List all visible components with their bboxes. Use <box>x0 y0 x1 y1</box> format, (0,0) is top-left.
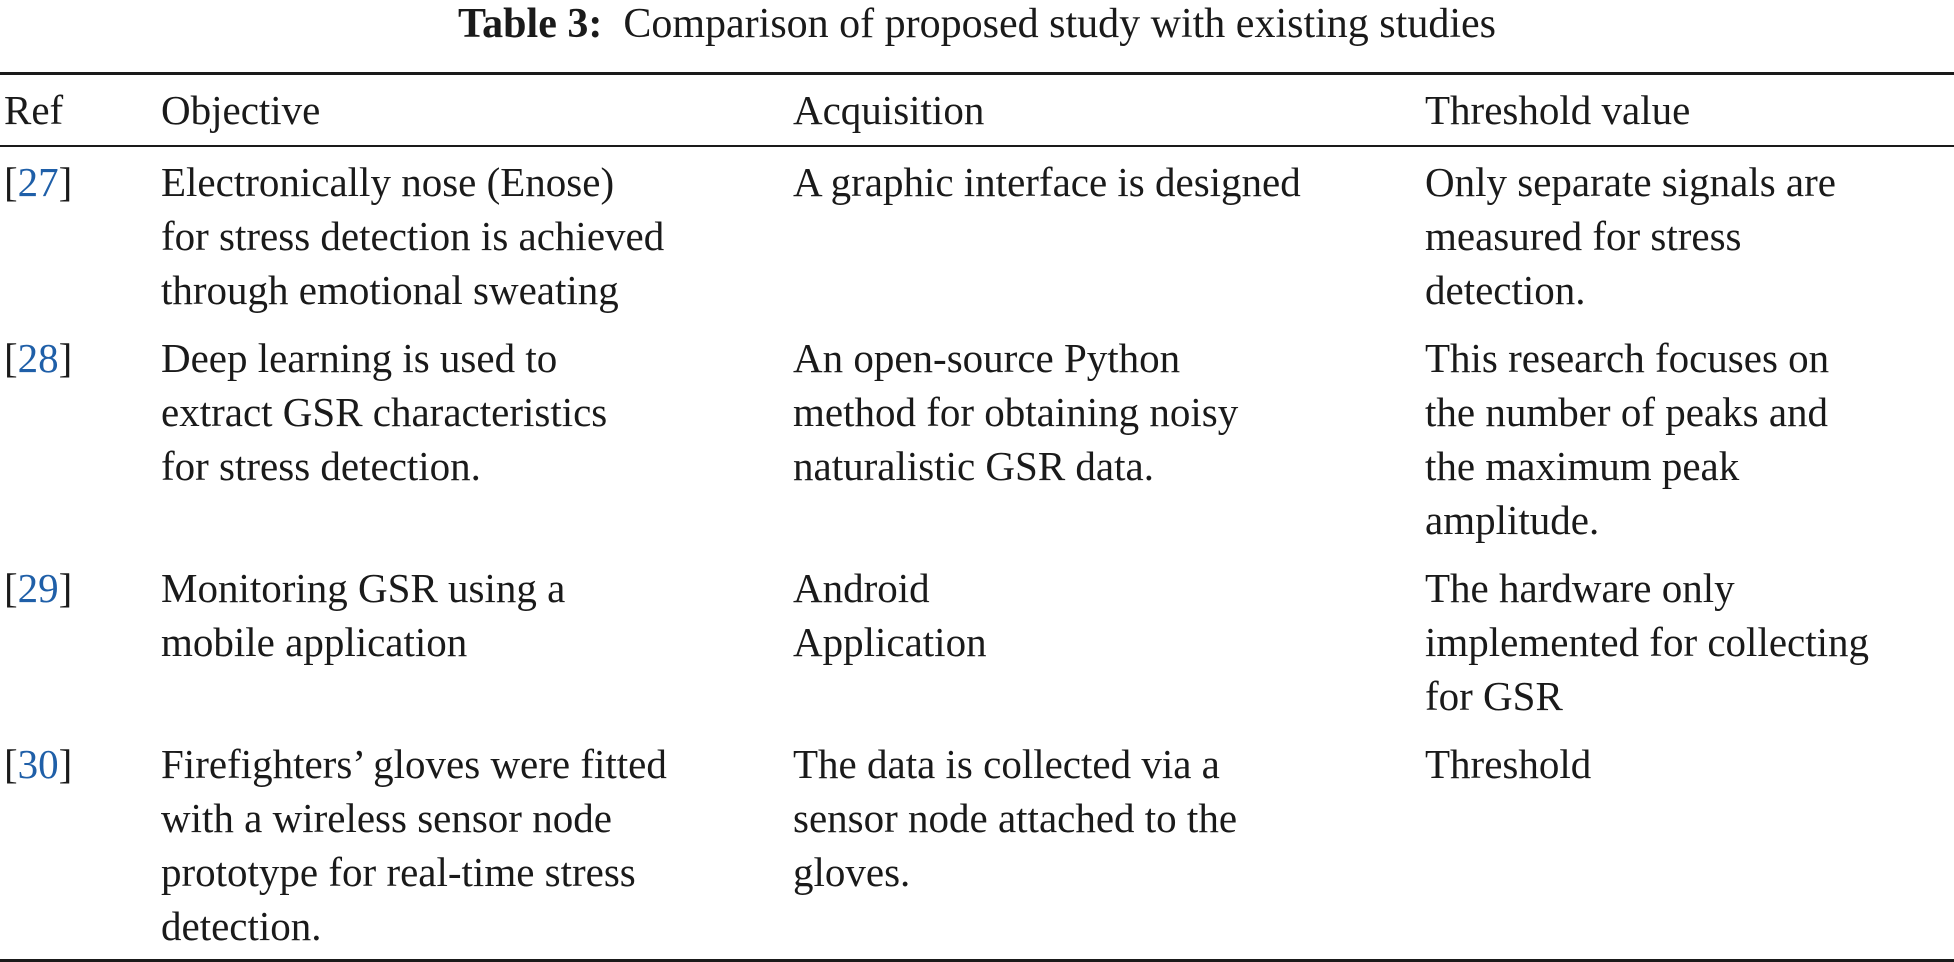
header-acquisition: Acquisition <box>793 87 985 133</box>
table-header-row <box>0 75 1954 145</box>
ref-bracket-close: ] <box>58 565 73 611</box>
ref-cell <box>0 737 161 953</box>
ref-bracket-open: [ <box>4 741 18 787</box>
ref-link[interactable]: 29 <box>17 565 59 611</box>
threshold-cell: Only separate signals are measured for stress detection. <box>1425 159 1836 313</box>
table-row <box>0 553 1954 729</box>
acquisition-cell: A graphic interface is designed <box>793 159 1301 205</box>
ref-cell <box>0 331 161 547</box>
caption-label: Table 3: <box>458 1 603 47</box>
threshold-cell: This research focuses on the number of peaks and the maximum peak amplitude. <box>1425 335 1830 543</box>
acquisition-cell: The data is collected via a sensor node attached to the gloves. <box>793 741 1238 895</box>
ref-bracket-close: ] <box>58 159 73 205</box>
ref-link[interactable]: 30 <box>17 741 59 787</box>
comparison-table <box>0 72 1954 962</box>
acquisition-cell: An open-source Python method for obtaining noisy naturalistic GSR data. <box>793 335 1239 489</box>
ref-cell <box>0 155 161 317</box>
ref-bracket-open: [ <box>4 565 18 611</box>
threshold-cell: The hardware only implemented for collecting for GSR <box>1425 565 1870 719</box>
threshold-cell: Threshold <box>1425 741 1592 787</box>
ref-link[interactable]: 27 <box>17 159 59 205</box>
table-caption <box>0 0 1954 50</box>
objective-cell: Firefighters’ gloves were fitted with a wireless sensor node prototype for real-time stress detection. <box>161 741 667 949</box>
table-row <box>0 323 1954 553</box>
header-threshold: Threshold value <box>1425 87 1691 133</box>
header-objective: Objective <box>161 87 321 133</box>
caption-text: Comparison of proposed study with existing studies <box>623 1 1496 47</box>
acquisition-cell: Android Application <box>793 565 987 665</box>
ref-bracket-open: [ <box>4 159 18 205</box>
objective-cell: Monitoring GSR using a mobile application <box>161 565 566 665</box>
ref-bracket-close: ] <box>58 335 73 381</box>
ref-bracket-close: ] <box>58 741 73 787</box>
header-ref: Ref <box>4 87 64 133</box>
ref-link[interactable]: 28 <box>17 335 59 381</box>
objective-cell: Electronically nose (Enose) for stress detection is achieved through emotional sweating <box>161 159 665 313</box>
ref-bracket-open: [ <box>4 335 18 381</box>
ref-cell <box>0 561 161 723</box>
table-row <box>0 147 1954 323</box>
objective-cell: Deep learning is used to extract GSR characteristics for stress detection. <box>161 335 608 489</box>
table-row <box>0 729 1954 959</box>
